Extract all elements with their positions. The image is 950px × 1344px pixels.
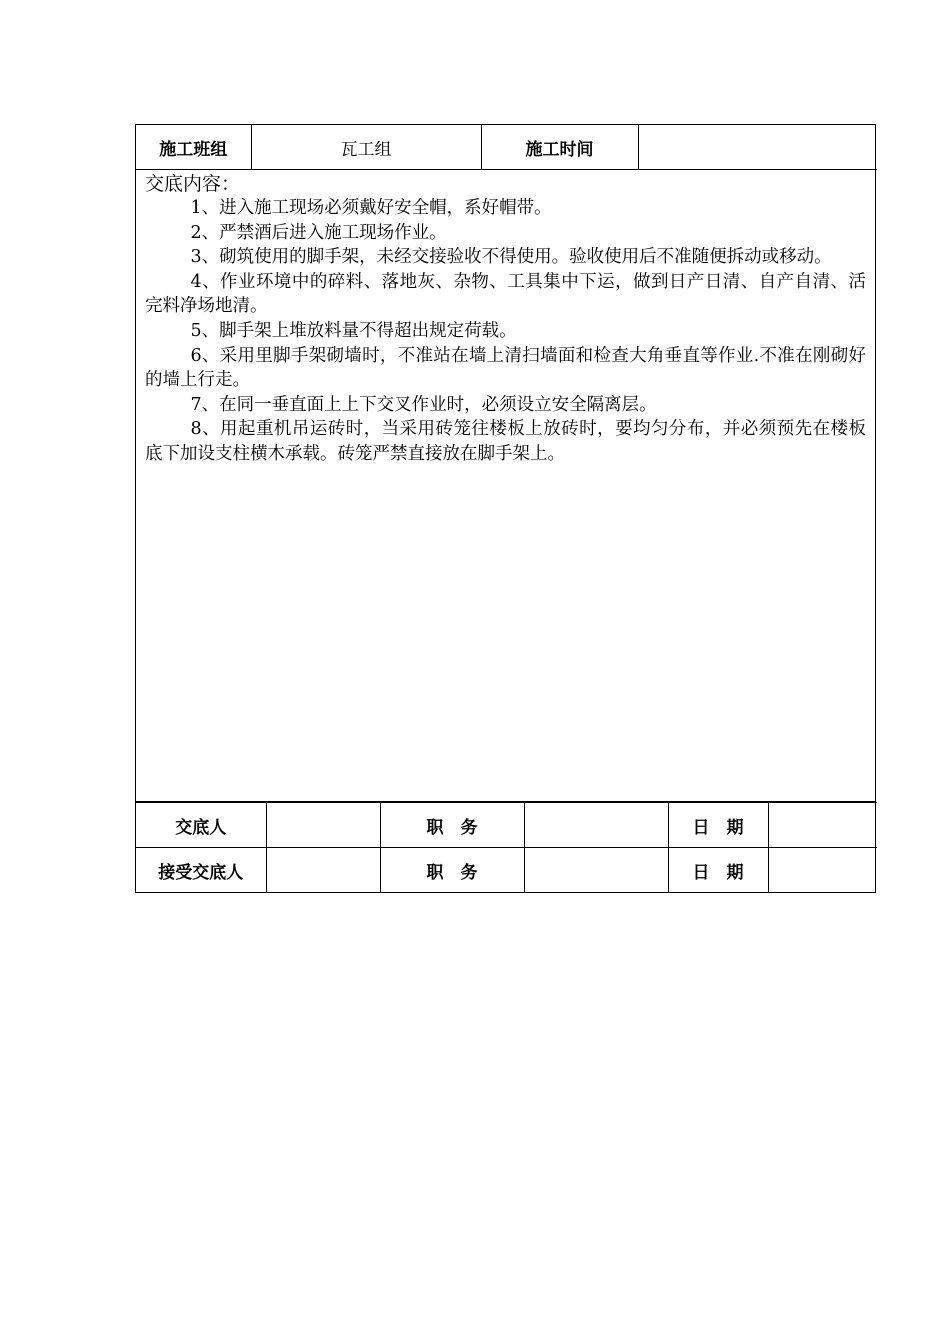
team-label: 施工班组: [136, 125, 251, 170]
list-item: 5、脚手架上堆放料量不得超出规定荷载。: [190, 320, 517, 341]
list-item: 4、作业环境中的碎料、落地灰、杂物、工具集中下运，做到日产日清、自产自清、活完料净场地清。: [145, 271, 866, 317]
signature-row-receiver: [136, 848, 877, 893]
time-value: [638, 125, 877, 170]
briefer-position-value: [524, 803, 668, 848]
content-title: 交底内容：: [145, 173, 241, 195]
list-item: 6、采用里脚手架砌墙时，不准站在墙上清扫墙面和检查大角垂直等作业.不准在刚砌好的墙上行走。: [145, 345, 866, 391]
briefer-date-label: 日 期: [668, 803, 768, 848]
briefing-content: [136, 170, 875, 802]
receiver-date-label: 日 期: [668, 848, 768, 893]
receiver-date-value: [768, 848, 877, 893]
briefer-label: 交底人: [136, 803, 266, 848]
header-row: [136, 125, 877, 170]
list-item: 1、进入施工现场必须戴好安全帽，系好帽带。: [190, 198, 552, 218]
list-item: 2、严禁酒后进入施工现场作业。: [190, 222, 447, 243]
safety-briefing-form: [135, 124, 876, 893]
receiver-value: [266, 848, 380, 893]
briefer-value: [266, 803, 380, 848]
signature-table: [136, 802, 877, 892]
team-value: 瓦工组: [251, 125, 481, 170]
receiver-label: 接受交底人: [136, 848, 266, 893]
receiver-position-value: [524, 848, 668, 893]
receiver-position-label: 职 务: [380, 848, 524, 893]
signature-row-briefer: [136, 803, 877, 848]
list-item: 3、砌筑使用的脚手架，未经交接验收不得使用。验收使用后不准随便拆动或移动。: [190, 247, 832, 268]
briefer-position-label: 职 务: [380, 803, 524, 848]
list-item: 8、用起重机吊运砖时，当采用砖笼往楼板上放砖时，要均匀分布，并必须预先在楼板底下加设支柱横木承载。砖笼严禁直接放在脚手架上。: [145, 419, 866, 464]
time-label: 施工时间: [481, 125, 638, 170]
briefer-date-value: [768, 803, 877, 848]
header-table: [136, 125, 877, 170]
list-item: 7、在同一垂直面上上下交叉作业时，必须设立安全隔离层。: [190, 394, 657, 415]
